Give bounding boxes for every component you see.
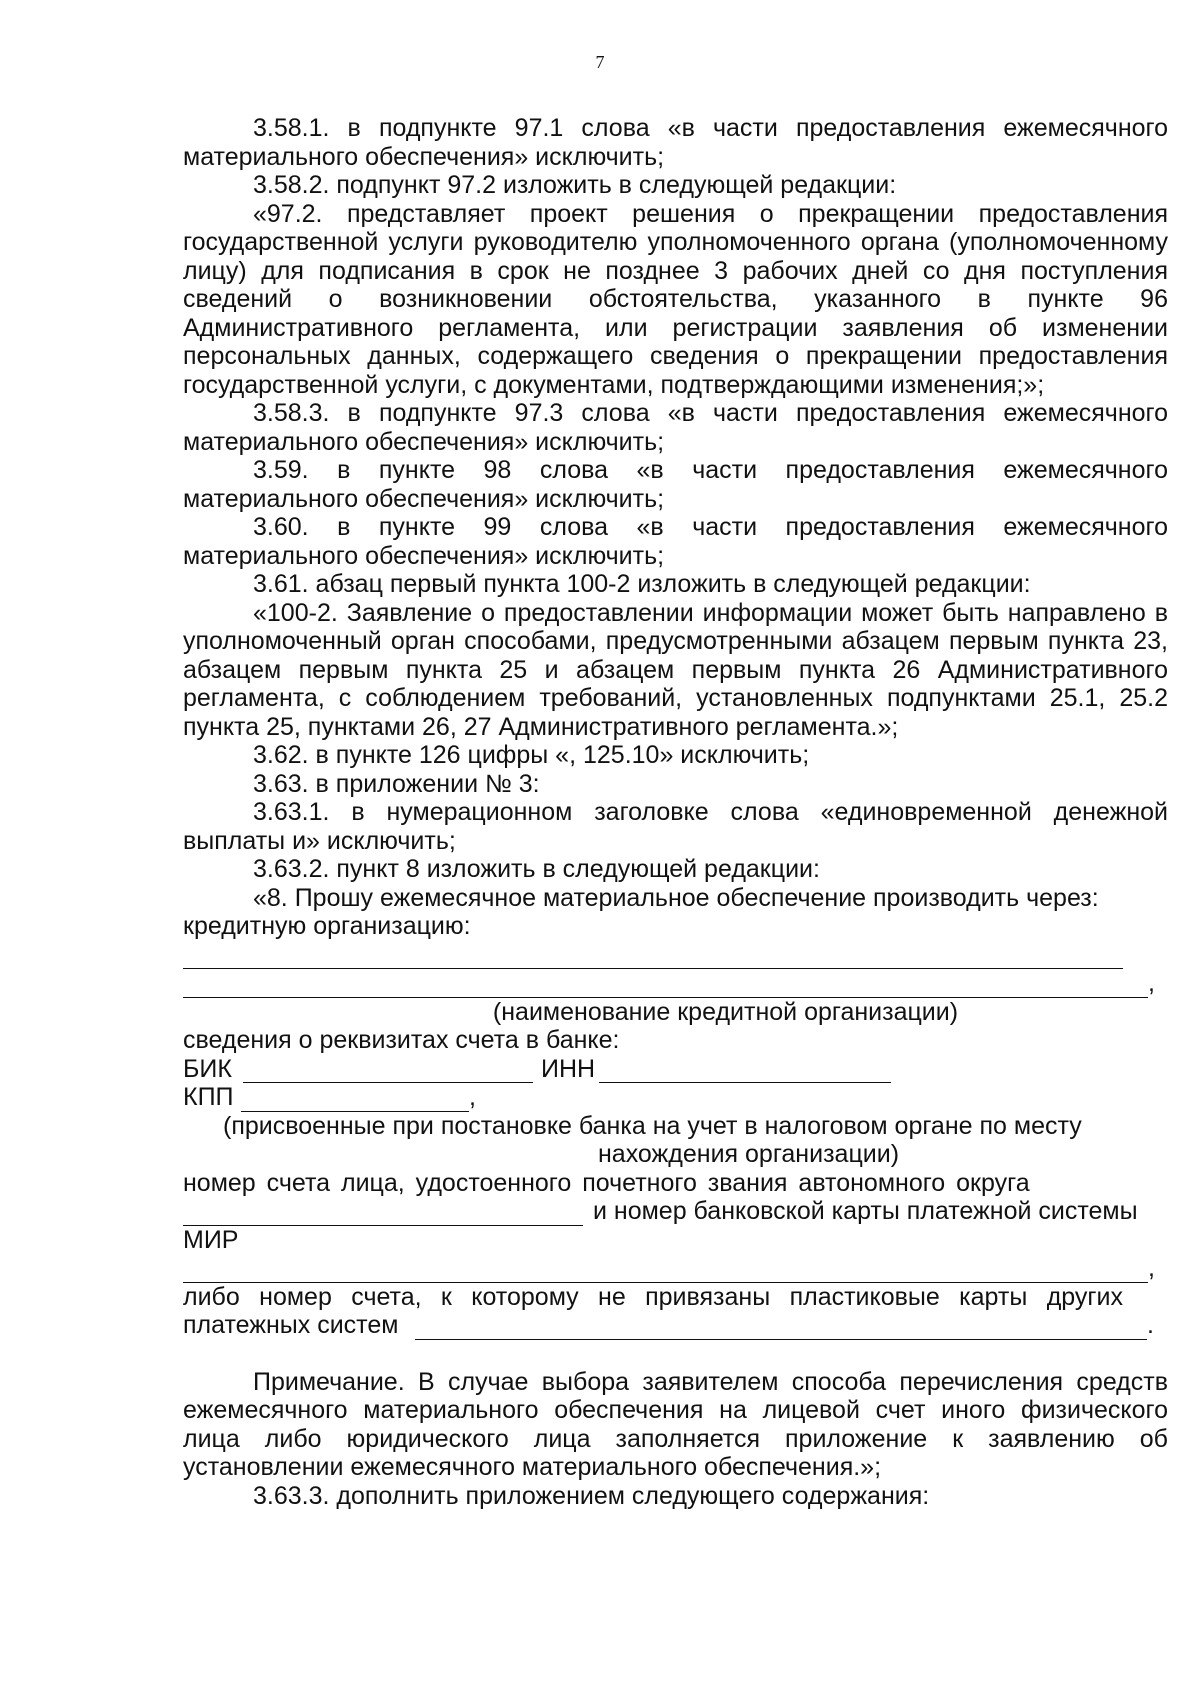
card-label: и номер банковской карты платежной системы [593, 1197, 1138, 1225]
kpp-row [183, 1083, 1168, 1112]
paragraph: 3.63.2. пункт 8 изложить в следующей редакции: [253, 855, 820, 883]
bank-name-line-2[interactable] [183, 969, 1168, 998]
spacer [183, 1340, 1168, 1368]
alt-account-label-2: платежных систем [183, 1311, 399, 1339]
alt-account-row [183, 1311, 1168, 1340]
mir-comma: , [1148, 1254, 1155, 1282]
bank-name-line-1[interactable] [183, 941, 1168, 970]
alt-account-label: либо номер счета, к которому не привязаны пластиковые карты других [183, 1282, 1123, 1311]
paragraph: 3.60. в пункте 99 слова «в части предоставления ежемесячного материального обеспечения» исключить; [183, 513, 1168, 570]
paragraph: 3.62. в пункте 126 цифры «, 125.10» исключить; [253, 741, 810, 769]
kpp-field[interactable] [241, 1089, 469, 1112]
paragraph: 3.58.1. в подпункте 97.1 слова «в части предоставления ежемесячного материального обеспечения» исключить; [183, 114, 1168, 171]
bik-inn-row [183, 1055, 1168, 1084]
bik-field[interactable] [243, 1060, 533, 1083]
inn-label: ИНН [541, 1054, 596, 1083]
line-comma: , [1148, 969, 1155, 997]
note-paragraph: Примечание. В случае выбора заявителем способа перечисления средств ежемесячного материального обеспечения на лицевой счет иного физического лица либо юридического лица заполняется приложение к заявлению об установлении ежемесячного материального обеспечения.»; [183, 1367, 1168, 1481]
alt-account-field[interactable] [415, 1317, 1147, 1340]
mir-field[interactable] [183, 1260, 1148, 1283]
kpp-caption-line-1: (присвоенные при постановке банка на учет в налоговом органе по месту [223, 1111, 1082, 1140]
bik-label: БИК [183, 1054, 232, 1083]
kpp-comma: , [469, 1083, 476, 1111]
paragraph: 3.58.3. в подпункте 97.3 слова «в части предоставления ежемесячного материального обеспечения» исключить; [183, 399, 1168, 456]
kpp-label: КПП [183, 1083, 234, 1111]
document-body [183, 114, 1168, 1510]
paragraph: «100-2. Заявление о предоставлении информации может быть направлено в уполномоченный орган способами, предусмотренными абзацем первым пункта 23, абзацем первым пункта 25 и абзацем первым пункта 26 Административного регламента, с соблюдением требований, установленных подпунктами 25.1, 25.2 пункта 25, пунктами 26, 27 Административного регламента.»; [183, 598, 1168, 741]
paragraph: 3.59. в пункте 98 слова «в части предоставления ежемесячного материального обеспечения» исключить; [183, 456, 1168, 513]
inn-field[interactable] [599, 1060, 891, 1083]
blank-line [183, 946, 1123, 969]
paragraph: 3.61. абзац первый пункта 100-2 изложить в следующей редакции: [253, 570, 1031, 598]
paragraph: 3.63.1. в нумерационном заголовке слова «единовременной денежной выплаты и» исключить; [183, 798, 1168, 855]
account-field[interactable] [183, 1203, 583, 1226]
paragraph: 3.63.3. дополнить приложением следующего содержания: [253, 1481, 930, 1510]
paragraph: «97.2. представляет проект решения о прекращении предоставления государственной услуги руководителю уполномоченного органа (уполномоченному лицу) для подписания в срок не позднее 3 рабочих дней со дня поступления сведений о возникновении обстоятельства, указанного в пункте 96 Административного регламента, или регистрации заявления об изменении персональных данных, содержащего сведения о прекращении предоставления государственной услуги, с документами, подтверждающими изменения;»; [183, 199, 1168, 399]
alt-period: . [1147, 1311, 1154, 1339]
blank-line [183, 975, 1148, 998]
account-label: номер счета лица, удостоенного почетного звания автономного округа [183, 1168, 1030, 1197]
paragraph: 3.63. в приложении № 3: [253, 769, 540, 798]
account-card-row [183, 1197, 1168, 1226]
mir-row [183, 1254, 1168, 1283]
mir-label: МИР [183, 1225, 239, 1254]
kpp-caption-line-2: нахождения организации) [598, 1140, 900, 1168]
paragraph: 3.58.2. подпункт 97.2 изложить в следующей редакции: [253, 171, 897, 199]
bank-caption: (наименование кредитной организации) [492, 997, 959, 1026]
paragraph: «8. Прошу ежемесячное материальное обеспечение производить через: кредитную организацию: [183, 883, 1099, 940]
page-number: 7 [595, 52, 605, 72]
requisites-label: сведения о реквизитах счета в банке: [183, 1026, 620, 1054]
